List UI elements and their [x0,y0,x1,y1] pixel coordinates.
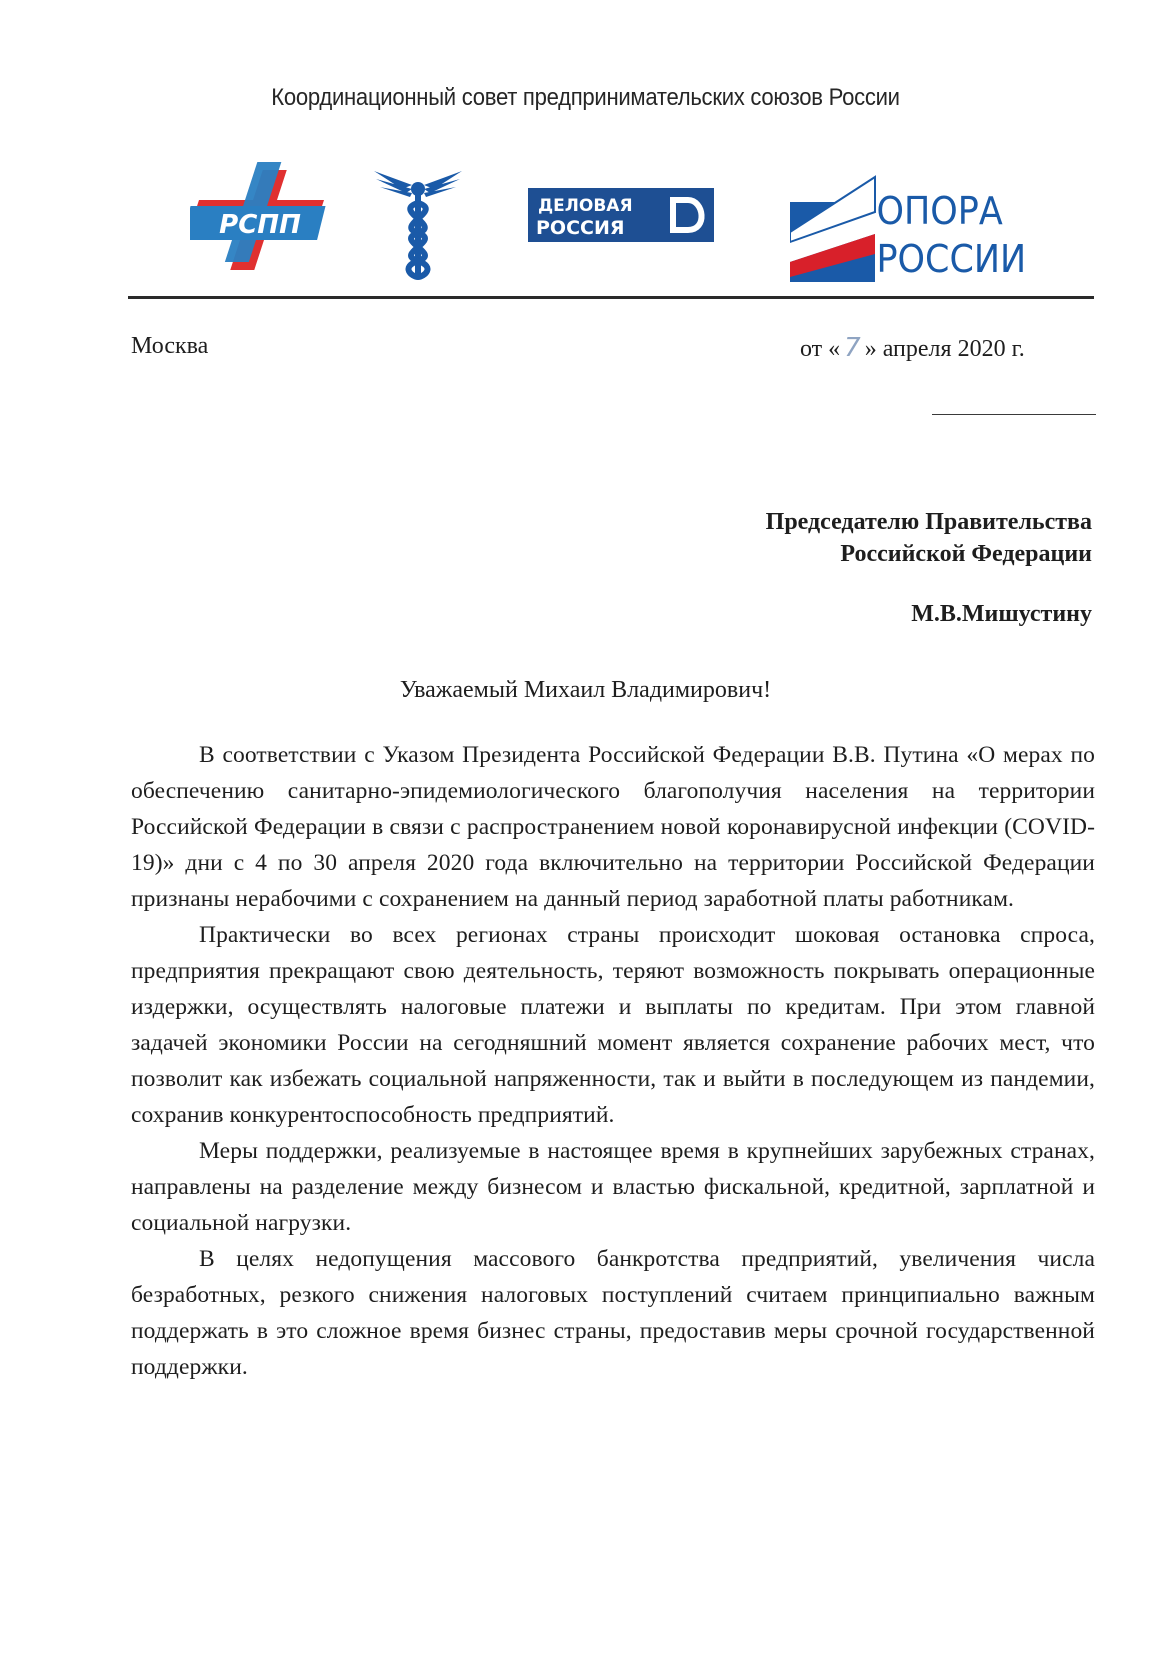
addressee-line2: Российской Федерации [840,541,1092,567]
paragraph: Практически во всех регионах страны происходит шоковая остановка спроса, предприятия прекращают свою деятельность, теряют возможность покрывать операционные издержки, осуществлять налоговые платежи и выплаты по кредитам. При этом главной задачей экономики России на сегодняшний момент является сохранение рабочих мест, что позволит как избежать социальной напряженности, так и выйти в последующем из пандемии, сохранив конкурентоспособность предприятий. [131,922,1095,1128]
paragraph: Меры поддержки, реализуемые в настоящее время в крупнейших зарубежных странах, направлены на разделение между бизнесом и властью фискальной, кредитной, зарплатной и социальной нагрузки. [131,1138,1095,1236]
delovaya-rossiya-logo [528,188,714,242]
letter-date [800,333,1025,363]
opora-logo-line2: РОССИИ [876,236,1027,282]
addressee-line1: Председателю Правительства [765,509,1092,535]
delovaya-logo-line2: РОССИЯ [536,217,625,239]
letter-body [131,737,1095,1385]
date-suffix: » апреля 2020 г. [864,336,1025,362]
opora-rossii-logo [790,172,1030,282]
date-day-handwritten: 7 [844,333,861,363]
registration-number-line [932,414,1096,415]
header-divider [128,296,1094,299]
city: Москва [131,333,209,359]
caduceus-logo [372,163,464,281]
delovaya-logo-line1: ДЕЛОВАЯ [538,196,633,216]
greeting: Уважаемый Михаил Владимирович! [399,677,772,703]
addressee-block [766,506,1092,570]
paragraph: В соответствии с Указом Президента Российской Федерации В.В. Путина «О мерах по обеспечению санитарно-эпидемиологического благополучия населения на территории Российской Федерации в связи с распространением новой коронавирусной инфекции (COVID-19)» дни с 4 по 30 апреля 2020 года включительно на территории Российской Федерации признаны нерабочими с сохранением на данный период заработной платы работникам. [131,742,1095,912]
date-prefix: от « [800,336,841,362]
addressee-name: М.В.Мишустину [911,601,1092,627]
rspp-logo-text: РСПП [219,210,301,240]
opora-logo-line1: ОПОРА [876,188,1003,234]
rspp-logo [190,160,330,282]
paragraph: В целях недопущения массового банкротства предприятий, увеличения числа безработных, резкого снижения налоговых поступлений считаем принципиально важным поддержать в это сложное время бизнес страны, предоставив меры срочной государственной поддержки. [131,1246,1095,1380]
council-title: Координационный совет предпринимательских союзов России [271,84,900,111]
